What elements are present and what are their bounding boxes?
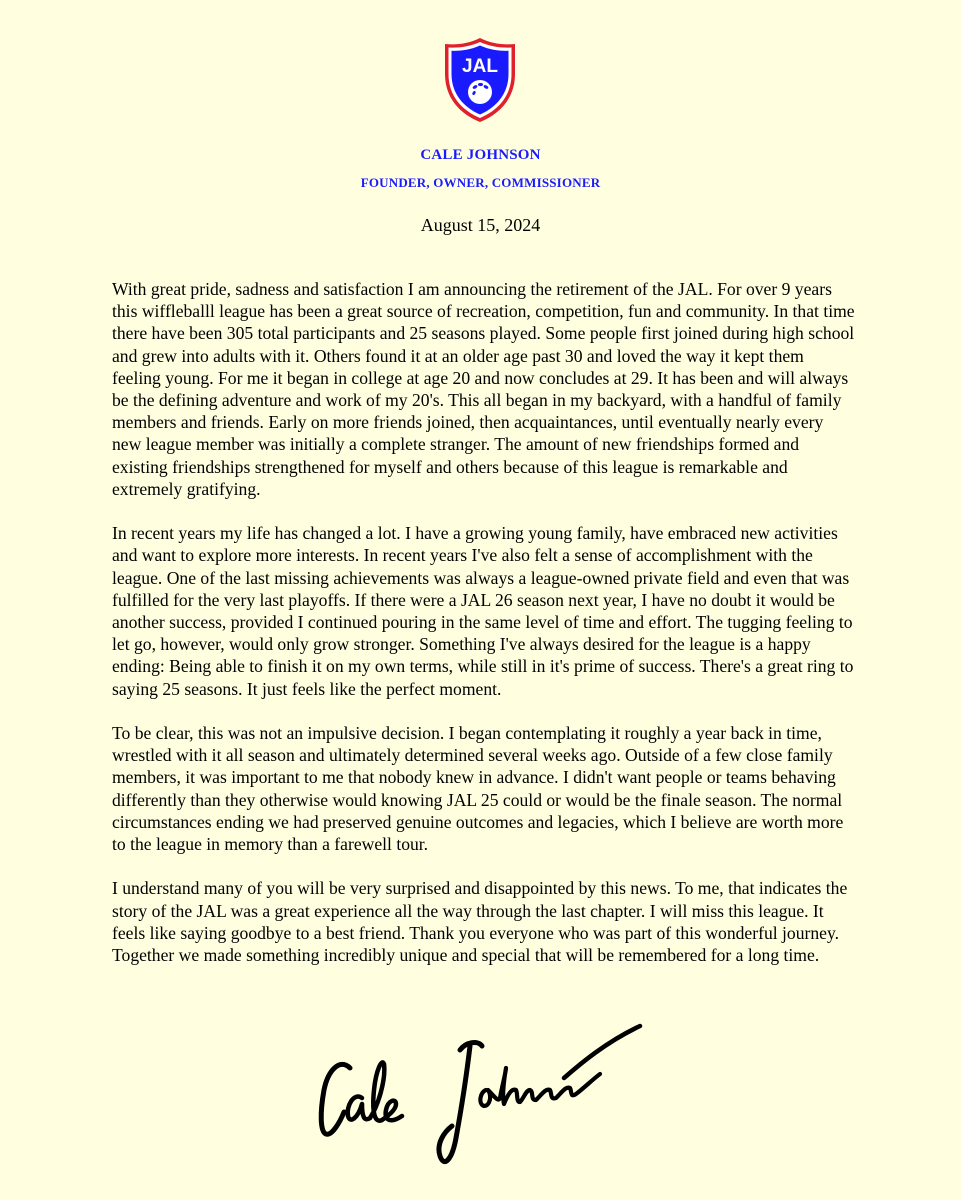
handwritten-signature-icon [310,1020,650,1170]
letter-body [112,278,857,988]
paragraph-3: To be clear, this was not an impulsive decision. I began contemplating it roughly a year back in time, wrestled with it all season and ultimately determined several weeks ago. Outside of a few close family members, it was important to me that nobody knew in advance. I didn't want people or teams behaving differently than they otherwise would knowing JAL 25 could or would be the finale season. The normal circumstances ending we had preserved genuine outcomes and legacies, which I believe are worth more to the league in memory than a farewell tour. [112,723,844,855]
author-title: FOUNDER, OWNER, COMMISSIONER [360,175,601,190]
paragraph-2: In recent years my life has changed a lot. I have a growing young family, have embraced new activities and want to explore more interests. In recent years I've also felt a sense of accomplishment with the league. One of the last missing achievements was always a league-owned private field and even that was fulfilled for the very last playoffs. If there were a JAL 26 season next year, I have no doubt it would be another success, provided I continued pouring in the same level of time and effort. The tugging feeling to let go, however, would only grow stronger. Something I've always desired for the league is a happy ending: Being able to finish it on my own terms, while still in it's prime of success. There's a great ring to saying 25 seasons. It just feels like the perfect moment. [112,523,854,699]
logo-text: JAL [462,56,498,77]
paragraph-1: With great pride, sadness and satisfaction I am announcing the retirement of the JAL. For over 9 years this wiffleballl league has been a great source of recreation, competition, fun and community. In that time there have been 305 total participants and 25 seasons played. Some people first joined during high school and grew into adults with it. Others found it at an older age past 30 and loved the way it kept them feeling young. For me it began in college at age 20 and now concludes at 29. It has been and will always be the defining adventure and work of my 20's. This all began in my backyard, with a handful of family members and friends. Early on more friends joined, then acquaintances, until eventually nearly every new league member was initially a complete stranger. The amount of new friendships formed and existing friendships strengthened for myself and others because of this league is remarkable and extremely gratifying. [112,279,855,499]
author-name: CALE JOHNSON [420,147,541,163]
jal-shield-logo [442,36,518,124]
paragraph-4: I understand many of you will be very surprised and disappointed by this news. To me, that indicates the story of the JAL was a great experience all the way through the last chapter. I will miss this league. It feels like saying goodbye to a best friend. Thank you everyone who was part of this wonderful journey. Together we made something incredibly unique and special that will be remembered for a long time. [112,878,848,966]
letter-date: August 15, 2024 [420,215,541,235]
